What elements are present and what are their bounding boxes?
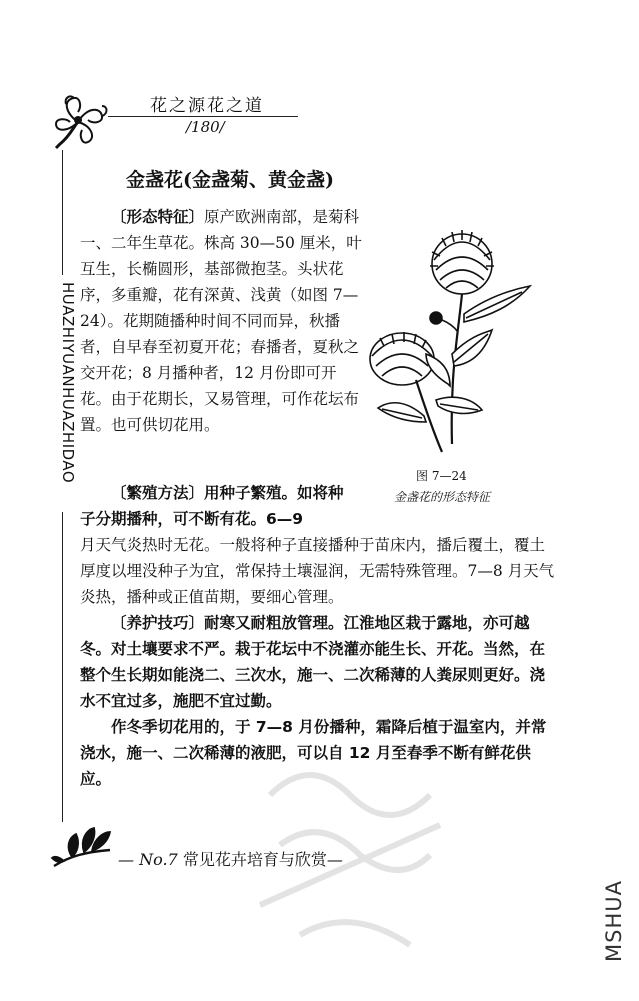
spine-rule-bottom (62, 512, 63, 822)
footer-dash-left: — (118, 850, 140, 869)
paragraph-morphology (80, 204, 362, 438)
section-tag-care: 〔养护技巧〕 (111, 614, 205, 632)
paragraph-propagation-start (80, 480, 358, 532)
article-title: 金盏花(金盏菊、黄金盏) (126, 169, 334, 191)
page-number: /180/ (186, 118, 225, 136)
paragraph-winter-cutflower: 作冬季切花用的，于 7—8 月份播种，霜降后植于温室内，并常浇水，施一、二次稀薄的液肥，可以自 12 月至春季不断有鲜花供应。 (80, 718, 547, 788)
footer-dash-right: — (326, 850, 343, 869)
footer-line (118, 847, 343, 870)
running-title: 花之源花之道 (150, 96, 264, 116)
series-number: No.7 (139, 850, 178, 869)
paragraph-text: 用种子繁殖。如将种子分期播种，可不断有花。6—9 (80, 484, 344, 528)
spine-rule-top (62, 150, 63, 275)
chapter-title: 常见花卉培育与欣赏 (182, 850, 327, 869)
spine-text: HUAZHIYUANHUAZHIDAO (59, 282, 77, 484)
figure-caption: 金盏花的形态特征 (394, 490, 491, 504)
calendula-illustration (362, 204, 537, 469)
side-watermark-text: MSHUA (602, 880, 626, 962)
header-rule (108, 116, 298, 117)
paragraph-text: 耐寒又耐粗放管理。江淮地区栽于露地，亦可越冬。对土壤要求不严。栽于花坛中不浇灌亦能生长、开花。当然，在整个生长期如能浇二、三次水，施一、二次稀薄的人粪尿则更好。浇水不宜过多，施肥不宜过勤。 (80, 614, 546, 710)
figure-label: 图 7—24 (416, 469, 467, 483)
plant-sprig-icon (50, 826, 114, 870)
paragraph-propagation-rest: 月天气炎热时无花。一般将种子直接播种于苗床内，播后覆土，覆土厚度以埋没种子为宜，常保持土壤湿润，无需特殊管理。7—8 月天气炎热，播种或正值苗期，要细心管理。 (80, 536, 555, 606)
paragraph-text: 原产欧洲南部，是菊科一、二年生草花。株高 30—50 厘米，叶互生，长椭圆形，基部微抱茎。头状花序，多重瓣，花有深黄、浅黄（如图 7—24）。花期随播种时间不同而异，秋播者，自早春至初夏开花；春播者，夏秋之交开花；8 月播种者，12 月份即可开花。由于花期长，又易管理，可作花坛布置。也可供切花用。 (80, 208, 362, 434)
section-tag-propagation: 〔繁殖方法〕 (111, 484, 205, 502)
flower-ornament-icon (48, 92, 110, 150)
section-tag-morphology: 〔形态特征〕 (111, 208, 205, 226)
paragraph-care (80, 610, 560, 714)
